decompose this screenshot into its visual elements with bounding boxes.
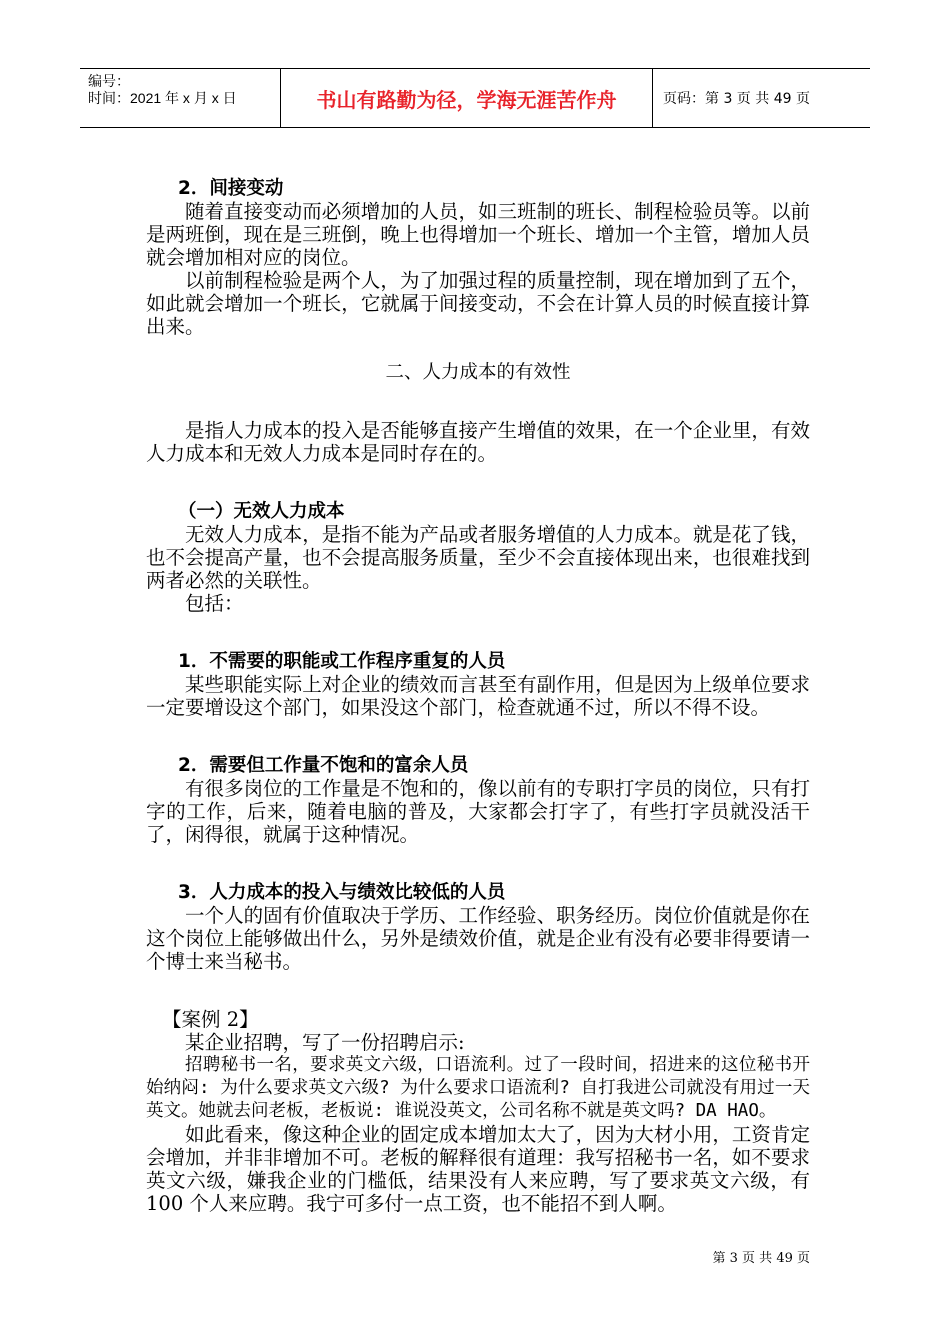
paragraph: 随着直接变动而必须增加的人员，如三班制的班长、制程检验员等。以前是两班倒，现在是三班倒，晚上也得增加一个班长、增加一个主管，增加人员就会增加相对应的岗位。: [146, 200, 810, 269]
paragraph: 包括：: [185, 592, 244, 615]
section-title: 二、人力成本的有效性: [385, 362, 571, 383]
paragraph: 有很多岗位的工作量是不饱和的，像以前有的专职打字员的岗位，只有打字的工作，后来，随着电脑的普及，大家都会打字了，有些打字员就没活干了，闲得很，就属于这种情况。: [146, 777, 810, 846]
heading-indirect-change: 2．间接变动: [178, 178, 284, 199]
footer-page-number: 第 3 页 共 49 页: [712, 1251, 810, 1266]
header-table: [80, 68, 870, 128]
paragraph: 一个人的固有价值取决于学历、工作经验、职务经历。岗位价值就是你在这个岗位上能够做出什么，另外是绩效价值，就是企业有没有必要非得要请一个博士来当秘书。: [146, 904, 810, 973]
item-heading-1: 1．不需要的职能或工作程序重复的人员: [178, 651, 506, 672]
header-meta: [80, 69, 281, 127]
paragraph: 是指人力成本的投入是否能够直接产生增值的效果，在一个企业里，有效人力成本和无效人力成本是同时存在的。: [146, 419, 810, 465]
paragraph: 无效人力成本，是指不能为产品或者服务增值的人力成本。就是花了钱，也不会提高产量，也不会提高服务质量，至少不会直接体现出来，也很难找到两者必然的关联性。: [146, 523, 810, 592]
paragraph: 招聘秘书一名，要求英文六级，口语流利。过了一段时间，招进来的这位秘书开始纳闷: 为什么要求英文六级? 为什么要求口语流利? 自打我进公司就没有用过一天英文。她就去问老板，老板说: 谁说没英文，公司名称不就是英文吗? DA HAO。: [146, 1055, 810, 1121]
paragraph: 某些职能实际上对企业的绩效而言甚至有副作用，但是因为上级单位要求一定要增设这个部门，如果没这个部门，检查就通不过，所以不得不设。: [146, 673, 810, 719]
paragraph: 某企业招聘，写了一份招聘启示:: [185, 1031, 465, 1054]
case-label: 【案例 2】: [162, 1008, 259, 1031]
document-body: [146, 177, 810, 1215]
subsection-heading: （一）无效人力成本: [178, 501, 345, 522]
header-motto: 书山有路勤为径，学海无涯苦作舟: [281, 69, 653, 127]
item-heading-3: 3．人力成本的投入与绩效比较低的人员: [178, 882, 506, 903]
header-page-label: 页码：第 3 页 共 49 页: [663, 91, 810, 107]
paragraph: 如此看来，像这种企业的固定成本增加太大了，因为大材小用，工资肯定会增加，并非非增加不可。老板的解释很有道理：我写招秘书一名，如不要求英文六级，嫌我企业的门槛低，结果没有人来应聘，写了要求英文六级，有 100 个人来应聘。我宁可多付一点工资，也不能招不到人啊。: [146, 1123, 810, 1215]
item-heading-2: 2．需要但工作量不饱和的富余人员: [178, 755, 469, 776]
paragraph: 以前制程检验是两个人，为了加强过程的质量控制，现在增加到了五个，如此就会增加一个班长，它就属于间接变动，不会在计算人员的时候直接计算出来。: [146, 269, 810, 338]
time-label: 时间：2021 年 x 月 x 日: [88, 90, 237, 106]
number-label: 编号：: [88, 73, 130, 89]
